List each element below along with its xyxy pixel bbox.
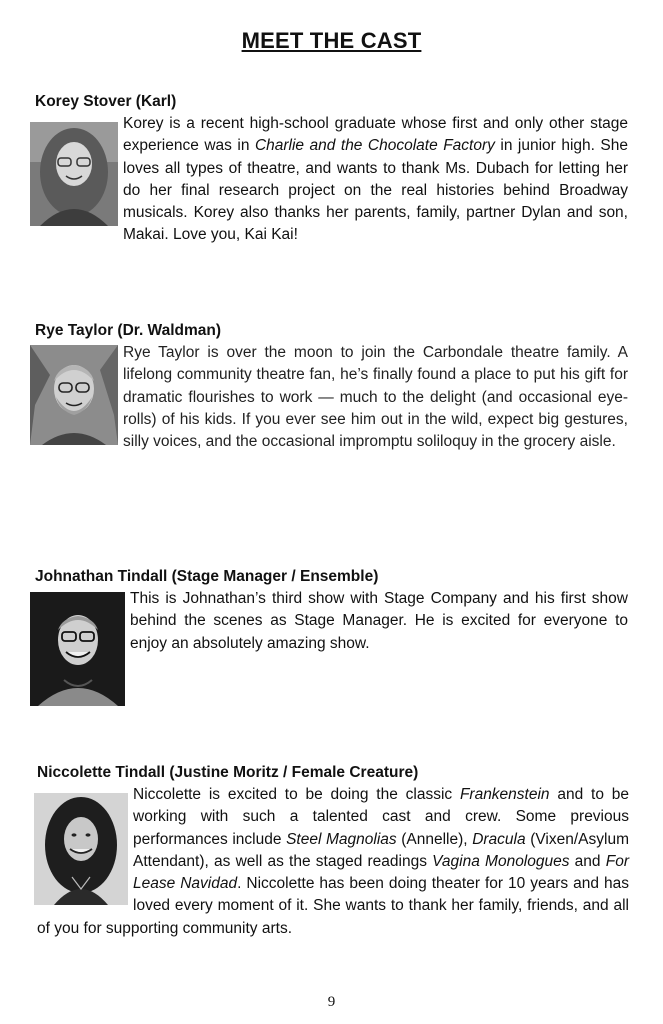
cast-name: Rye Taylor (Dr. Waldman) [35,322,222,339]
cast-bio: Rye Taylor is over the moon to join the Carbondale theatre family. A lifelong community theatre fan, he’s finally found a place to put his gift for dramatic flourishes to work — much to the delight (and occasional eye-rolls) of his kids. If you ever see him out in the wild, expect big gestures, silly voices, and the occasional impromptu soliloquy in the grocery aisle. [35,342,628,453]
page-title: MEET THE CAST [241,28,422,53]
cast-bio: Niccolette is excited to be doing the classic Frankenstein and to be working with such a talented cast and crew. Some previous performances include Steel Magnolias (Annelle), Dracula (Vixen/Asylum Attendant), as well as the staged readings Vagina Monologues and For Lease Navidad. Niccolette has been doing theater for 10 years and has loved every moment of it. She wants to thank her family, friends, and all of you for supporting community arts. [37,784,629,940]
headshot-photo [30,122,118,226]
cast-name: Korey Stover (Karl) [35,93,177,110]
cast-name: Johnathan Tindall (Stage Manager / Ensemble) [35,568,379,585]
cast-bio: This is Johnathan’s third show with Stage Company and his first show behind the scenes as Stage Manager. He is excited for everyone to enjoy an absolutely amazing show. [30,588,628,706]
cast-name: Niccolette Tindall (Justine Moritz / Female Creature) [37,764,419,781]
headshot-photo [34,793,128,905]
headshot-photo [30,592,125,706]
headshot-photo [30,345,118,445]
cast-bio: Korey is a recent high-school graduate whose first and only other stage experience was in Charlie and the Chocolate Factory in junior high. She loves all types of theatre, and wants to thank Ms. Dubach for letting her do her final research project on the real histories behind Broadway musicals. Korey also thanks her parents, family, partner Dylan and son, Makai. Love you, Kai Kai! [30,113,628,247]
page-number: 9 [327,994,336,1010]
